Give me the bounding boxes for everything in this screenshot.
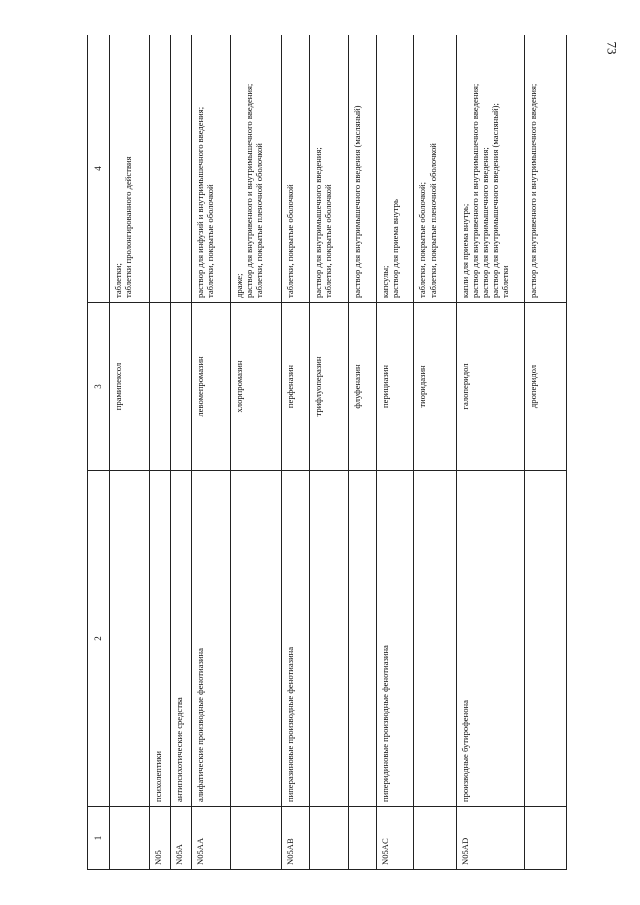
dosage-forms-cell: раствор для внутривенного и внутримышечного введения; bbox=[524, 35, 566, 303]
group-name-cell: пиперазиновые производные фенотиазина bbox=[281, 471, 309, 807]
dosage-forms-cell: драже; раствор для внутривенного и внутримышечного введения; таблетки, покрытые пленочной оболочкой bbox=[231, 35, 282, 303]
group-name-cell: психолептики bbox=[149, 471, 170, 807]
group-name-cell bbox=[524, 471, 566, 807]
drug-name-cell: перфеназин bbox=[281, 303, 309, 471]
group-name-cell: антипсихотические средства bbox=[171, 471, 192, 807]
table-row bbox=[376, 35, 414, 870]
table-row bbox=[309, 35, 348, 870]
table-row bbox=[414, 35, 456, 870]
drug-name-cell: трифлуоперазин bbox=[309, 303, 348, 471]
dosage-forms-cell: раствор для внутримышечного введения; таблетки, покрытые оболочкой bbox=[309, 35, 348, 303]
atc-code-cell: N05AD bbox=[456, 807, 524, 870]
dosage-forms-cell: таблетки; таблетки пролонгированного действия bbox=[110, 35, 150, 303]
drug-name-cell bbox=[171, 303, 192, 471]
atc-code-cell bbox=[110, 807, 150, 870]
atc-code-cell: N05AA bbox=[192, 807, 231, 870]
atc-code-cell bbox=[348, 807, 376, 870]
drug-name-cell bbox=[149, 303, 170, 471]
drug-list-table bbox=[87, 35, 567, 870]
table-row bbox=[348, 35, 376, 870]
atc-code-cell: N05AB bbox=[281, 807, 309, 870]
group-name-cell: производные бутирофенона bbox=[456, 471, 524, 807]
drug-name-cell: прамипексол bbox=[110, 303, 150, 471]
drug-name-cell: тиоридазин bbox=[414, 303, 456, 471]
dosage-forms-cell bbox=[171, 35, 192, 303]
drug-name-cell: левомепромазин bbox=[192, 303, 231, 471]
atc-code-cell bbox=[231, 807, 282, 870]
drug-name-cell: дроперидол bbox=[524, 303, 566, 471]
dosage-forms-cell bbox=[149, 35, 170, 303]
drug-name-cell: галоперидол bbox=[456, 303, 524, 471]
table-header-row bbox=[88, 35, 110, 870]
table-body bbox=[110, 35, 567, 870]
dosage-forms-cell: капли для приема внутрь; раствор для внутривенного и внутримышечного введения; раствор для внутримышечного введения; раствор для внутримышечного введения (масляный); таблетки bbox=[456, 35, 524, 303]
dosage-forms-cell: капсулы; раствор для приема внутрь bbox=[376, 35, 414, 303]
table-row bbox=[110, 35, 150, 870]
table-row bbox=[456, 35, 524, 870]
group-name-cell bbox=[309, 471, 348, 807]
document-table-wrapper bbox=[87, 35, 567, 870]
drug-name-cell: перициазин bbox=[376, 303, 414, 471]
group-name-cell: алифатические производные фенотиазина bbox=[192, 471, 231, 807]
table-row bbox=[192, 35, 231, 870]
atc-code-cell: N05A bbox=[171, 807, 192, 870]
table-row bbox=[524, 35, 566, 870]
drug-name-cell: хлорпромазин bbox=[231, 303, 282, 471]
table-row bbox=[171, 35, 192, 870]
table-row bbox=[281, 35, 309, 870]
table-row bbox=[231, 35, 282, 870]
column-header: 1 bbox=[88, 807, 110, 870]
column-header: 2 bbox=[88, 471, 110, 807]
atc-code-cell: N05 bbox=[149, 807, 170, 870]
table-row bbox=[149, 35, 170, 870]
dosage-forms-cell: таблетки, покрытые оболочкой; таблетки, покрытые пленочной оболочкой bbox=[414, 35, 456, 303]
dosage-forms-cell: таблетки, покрытые оболочкой bbox=[281, 35, 309, 303]
group-name-cell bbox=[348, 471, 376, 807]
drug-name-cell: флуфеназин bbox=[348, 303, 376, 471]
atc-code-cell bbox=[414, 807, 456, 870]
column-header: 3 bbox=[88, 303, 110, 471]
dosage-forms-cell: раствор для внутримышечного введения (масляный) bbox=[348, 35, 376, 303]
group-name-cell: пиперидиновые производные фенотиазина bbox=[376, 471, 414, 807]
page-number: 73 bbox=[604, 41, 620, 55]
dosage-forms-cell: раствор для инфузий и внутримышечного введения; таблетки, покрытые оболочкой bbox=[192, 35, 231, 303]
group-name-cell bbox=[414, 471, 456, 807]
rotated-page-content bbox=[87, 35, 567, 870]
atc-code-cell bbox=[309, 807, 348, 870]
atc-code-cell: N05AC bbox=[376, 807, 414, 870]
column-header: 4 bbox=[88, 35, 110, 303]
atc-code-cell bbox=[524, 807, 566, 870]
group-name-cell bbox=[110, 471, 150, 807]
group-name-cell bbox=[231, 471, 282, 807]
